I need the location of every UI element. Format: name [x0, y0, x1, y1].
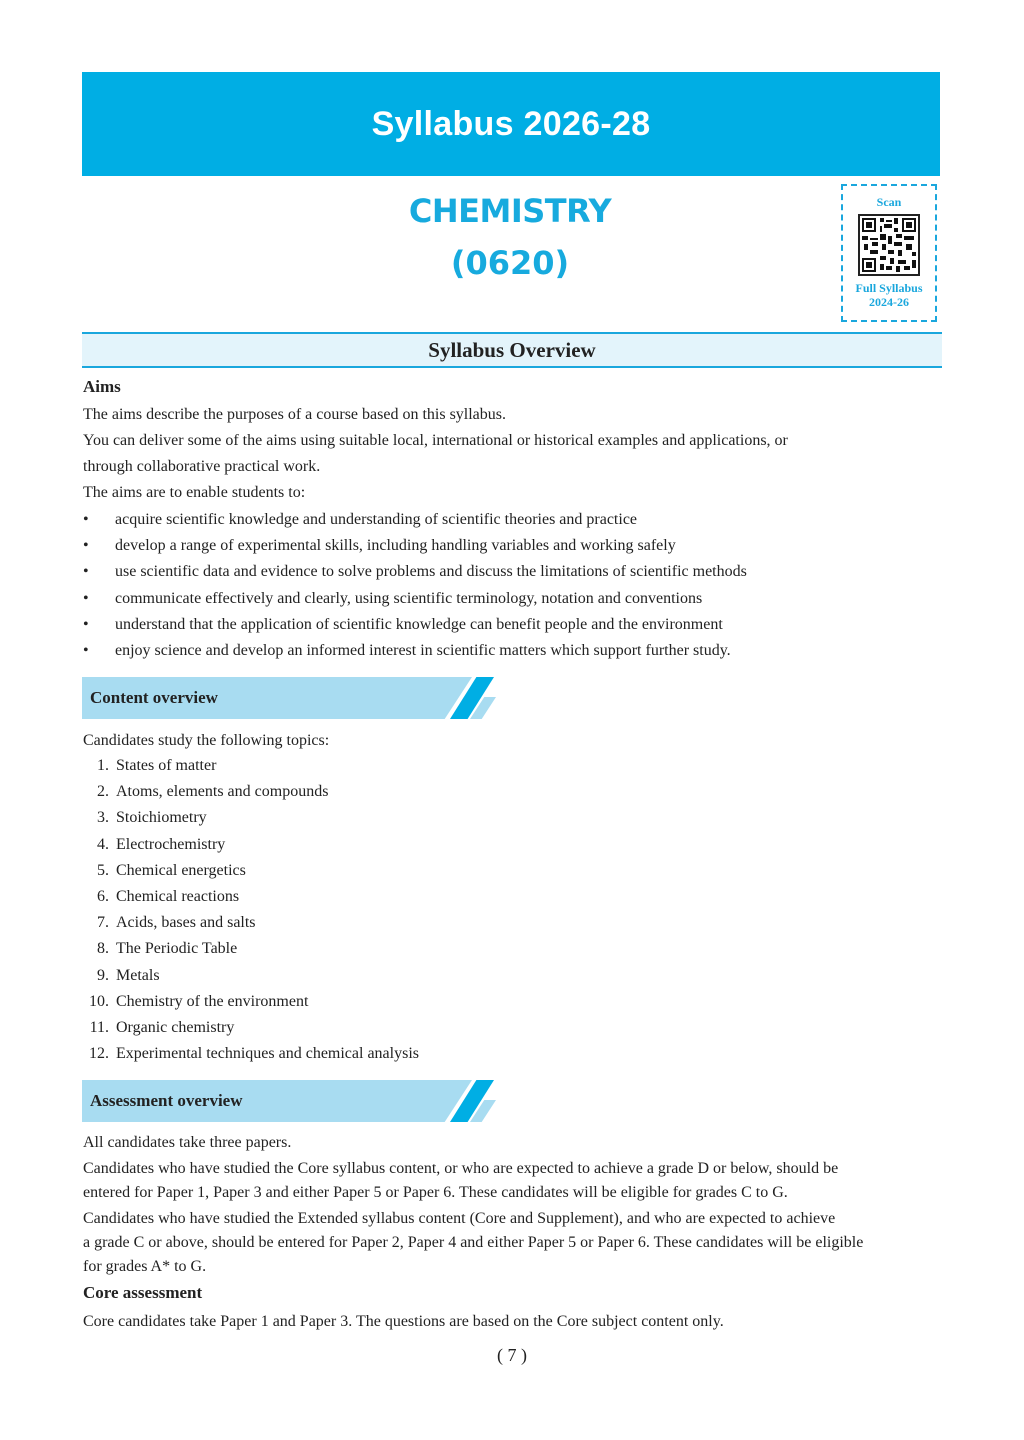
aims-heading: Aims: [83, 377, 121, 396]
list-item: 5. Chemical energetics: [97, 861, 246, 879]
list-item: 11. Organic chemistry: [89, 1018, 235, 1036]
list-item: • develop a range of experimental skills, including handling variables and working safely: [83, 533, 747, 559]
page-number: ( 7 ): [497, 1345, 527, 1365]
content-intro: Candidates study the following topics:: [83, 732, 330, 749]
topics-list: [83, 753, 419, 1067]
assessment-paragraph-2b: entered for Paper 1, Paper 3 and either Paper 5 or Paper 6. These candidates will be eligible for grades C to G.: [83, 1184, 788, 1201]
content-overview-header: [82, 677, 502, 719]
bullet-icon: •: [83, 563, 89, 581]
subject-name: CHEMISTRY: [408, 192, 612, 230]
list-item: 9. Metals: [97, 966, 160, 984]
qr-caption-line1: Full Syllabus: [855, 281, 923, 295]
list-item: 12. Experimental techniques and chemical analysis: [89, 1045, 419, 1063]
list-item: 8. The Periodic Table: [97, 940, 238, 958]
assessment-paragraph-3a: Candidates who have studied the Extended syllabus content (Core and Supplement), and who are expected to achieve: [83, 1210, 836, 1227]
qr-code-icon[interactable]: [858, 214, 920, 276]
list-item: 1. States of matter: [97, 757, 217, 774]
subject-code: (0620): [450, 244, 570, 282]
list-item: 2. Atoms, elements and compounds: [97, 783, 329, 801]
assessment-paragraph-1: All candidates take three papers.: [83, 1134, 292, 1151]
list-item: 3. Stoichiometry: [97, 809, 207, 827]
list-item: • understand that the application of scientific knowledge can benefit people and the environment: [83, 612, 747, 638]
aims-bullet-list: [83, 507, 747, 664]
syllabus-overview-header: [82, 332, 942, 368]
aims-paragraph-2b: through collaborative practical work.: [83, 458, 321, 475]
list-item: • use scientific data and evidence to solve problems and discuss the limitations of scientific methods: [83, 559, 747, 585]
assessment-paragraph-3c: for grades A* to G.: [83, 1258, 207, 1275]
aims-paragraph-2a: You can deliver some of the aims using suitable local, international or historical examples and applications, or: [83, 432, 788, 449]
list-item: 7. Acids, bases and salts: [97, 914, 256, 932]
assessment-overview-title: Assessment overview: [90, 1091, 243, 1110]
syllabus-overview-title: Syllabus Overview: [428, 337, 596, 362]
assessment-overview-header: [82, 1080, 502, 1122]
bullet-icon: •: [83, 511, 89, 528]
content-overview-title: Content overview: [90, 688, 218, 707]
list-item: 6. Chemical reactions: [97, 887, 240, 905]
list-item: • acquire scientific knowledge and understanding of scientific theories and practice: [83, 507, 747, 533]
core-assessment-heading: Core assessment: [83, 1283, 203, 1302]
banner-title: Syllabus 2026-28: [371, 104, 651, 143]
qr-box[interactable]: [841, 184, 937, 322]
bullet-icon: •: [83, 537, 89, 555]
list-item: • enjoy science and develop an informed interest in scientific matters which support further study.: [83, 638, 747, 664]
aims-paragraph-1: The aims describe the purposes of a course based on this syllabus.: [83, 406, 507, 423]
bullet-icon: •: [83, 615, 89, 633]
list-item: 4. Electrochemistry: [97, 835, 226, 853]
list-item: • communicate effectively and clearly, using scientific terminology, notation and conventions: [83, 586, 747, 612]
assessment-paragraph-2a: Candidates who have studied the Core syllabus content, or who are expected to achieve a grade D or below, should be: [83, 1160, 839, 1177]
bullet-icon: •: [83, 589, 89, 607]
bullet-icon: •: [83, 641, 89, 659]
aims-paragraph-3: The aims are to enable students to:: [83, 484, 306, 501]
qr-caption-line2: 2024-26: [869, 295, 909, 309]
list-item: 10. Chemistry of the environment: [89, 992, 309, 1010]
qr-scan-label: Scan: [876, 195, 902, 209]
title-banner: [82, 72, 940, 176]
core-assessment-text: Core candidates take Paper 1 and Paper 3. The questions are based on the Core subject content only.: [83, 1313, 724, 1330]
assessment-paragraph-3b: a grade C or above, should be entered for Paper 2, Paper 4 and either Paper 5 or Paper 6. These candidates will be eligible: [83, 1234, 864, 1251]
